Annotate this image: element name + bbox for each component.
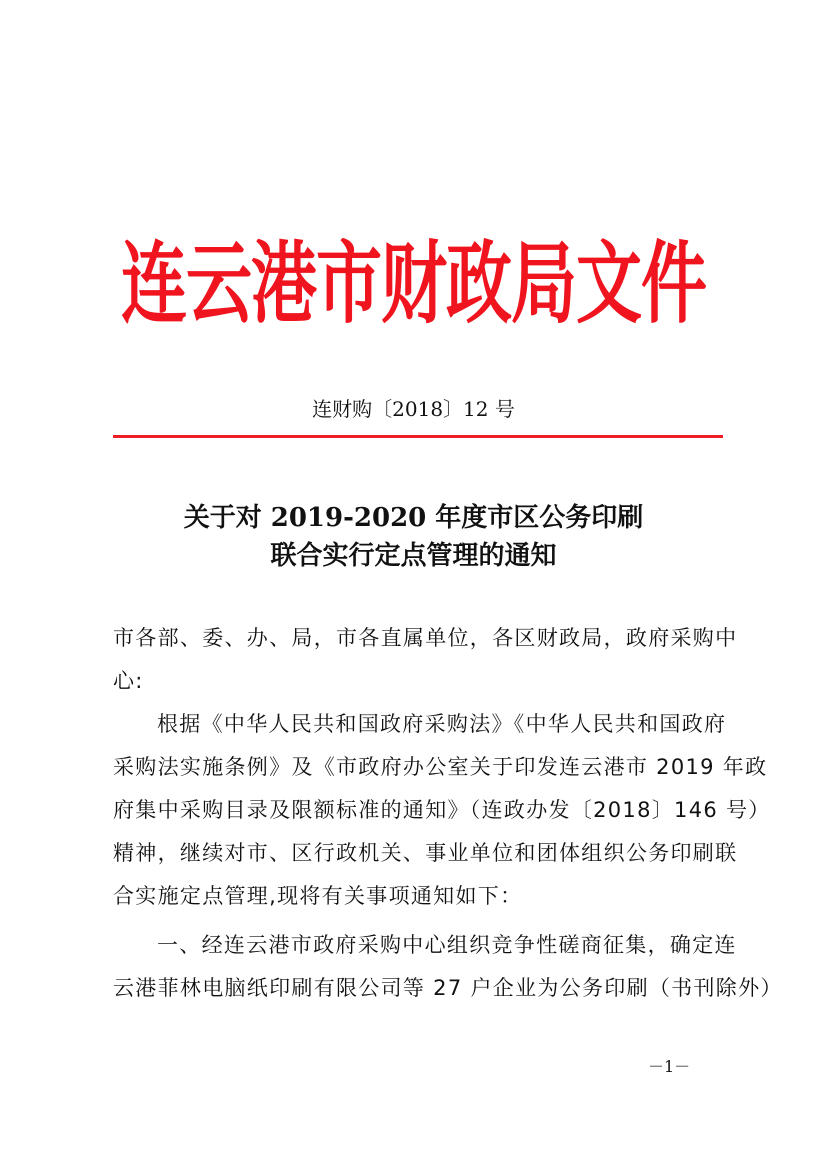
issuing-authority-header: 连云港市财政局文件: [121, 230, 706, 337]
body-line: 精神，继续对市、区行政机关、事业单位和团体组织公务印刷联: [113, 841, 738, 865]
document-number: 连财购〔2018〕12 号: [312, 397, 515, 421]
document-title-line-2: 联合实行定点管理的通知: [270, 541, 557, 571]
body-line: 府集中采购目录及限额标准的通知》（连政办发〔2018〕146 号）: [113, 798, 771, 822]
body-line: 云港菲林电脑纸印刷有限公司等 27 户企业为公务印刷（书刊除外）: [113, 976, 783, 1000]
body-line: 合实施定点管理,现将有关事项通知如下：: [113, 884, 523, 908]
body-line: 市各部、委、办、局，市各直属单位，各区财政局，政府采购中: [113, 626, 738, 650]
body-line: 心:: [113, 669, 144, 693]
page-number: －1－: [648, 1057, 691, 1076]
red-divider-line: [113, 435, 723, 438]
body-line: 采购法实施条例》及《市政府办公室关于印发连云港市 2019 年政: [113, 755, 768, 779]
document-title-line-1: 关于对 2019-2020 年度市区公务印刷: [183, 503, 644, 533]
body-line: 一、经连云港市政府采购中心组织竞争性磋商征集，确定连: [157, 933, 737, 957]
body-line: 根据《中华人民共和国政府采购法》《中华人民共和国政府: [157, 712, 727, 736]
